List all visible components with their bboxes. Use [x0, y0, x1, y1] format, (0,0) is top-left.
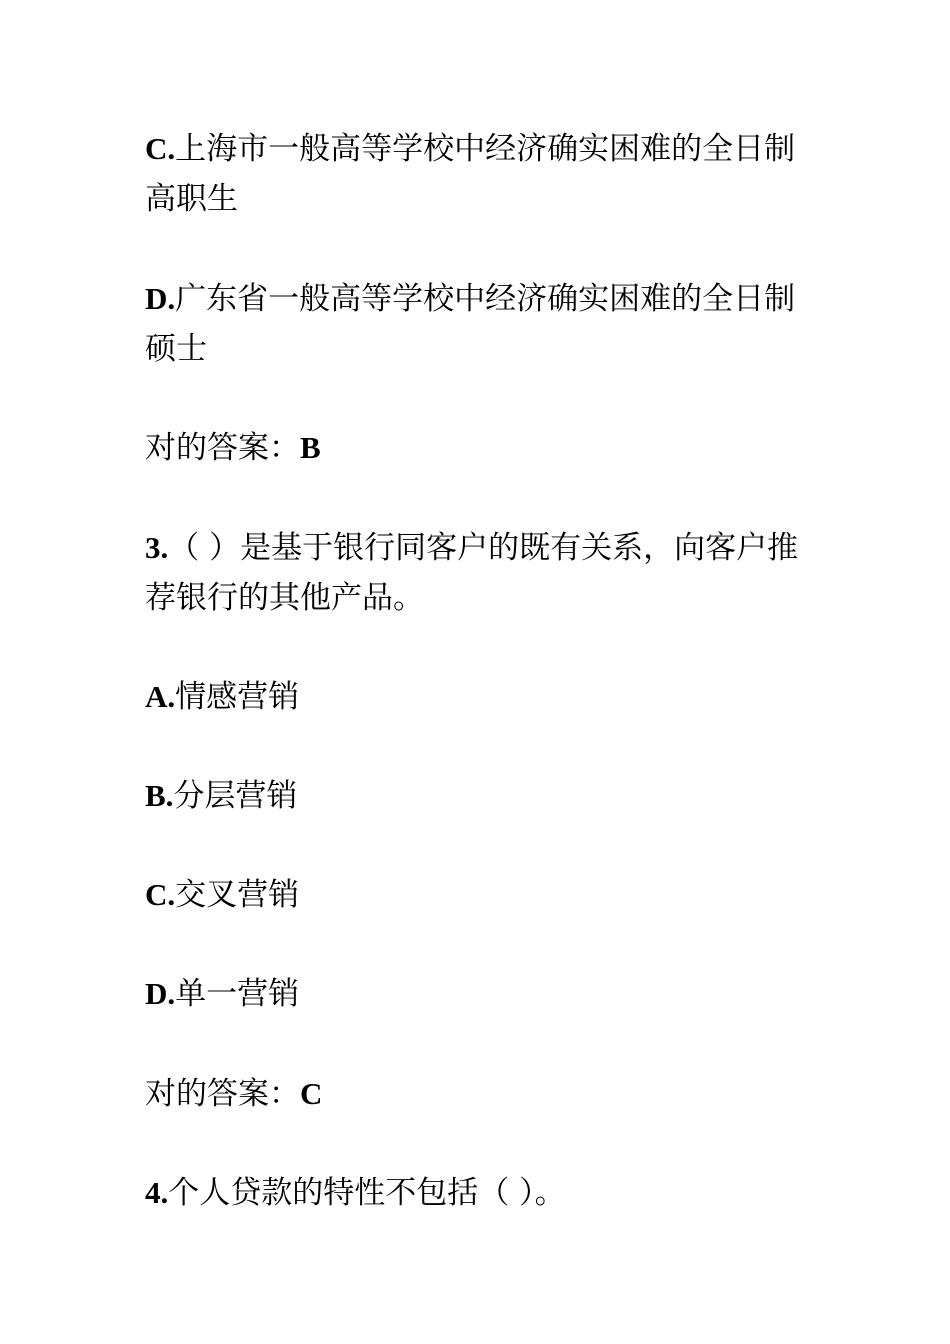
option-text: 情感营销 — [175, 679, 300, 715]
option-text: 单一营销 — [175, 976, 300, 1012]
option-d-q3 — [145, 969, 825, 1019]
question-number: 3. — [145, 530, 169, 565]
option-d-q2 — [145, 274, 825, 374]
answer-q2 — [145, 423, 825, 473]
option-text: 上海市一般高等学校中经济确实困难的全日制高职生 — [145, 131, 796, 217]
answer-value: B — [300, 430, 321, 465]
option-letter: B. — [145, 778, 174, 813]
option-b-q3 — [145, 771, 825, 821]
option-text: 广东省一般高等学校中经济确实困难的全日制硕士 — [145, 281, 796, 367]
option-letter: C. — [145, 131, 176, 166]
option-text: 分层营销 — [173, 778, 298, 814]
option-text: 交叉营销 — [175, 877, 300, 913]
option-letter: A. — [145, 679, 176, 714]
question-4 — [145, 1168, 825, 1218]
question-3 — [145, 523, 825, 623]
question-number: 4. — [145, 1175, 169, 1210]
question-text: （ ）是基于银行同客户的既有关系，向客户推荐银行的其他产品。 — [145, 530, 799, 616]
answer-label: 对的答案： — [145, 1076, 300, 1112]
answer-label: 对的答案： — [145, 430, 300, 466]
option-c-q3 — [145, 870, 825, 920]
option-c-q2 — [145, 124, 825, 224]
option-a-q3 — [145, 672, 825, 722]
option-letter: D. — [145, 281, 176, 316]
answer-value: C — [300, 1076, 323, 1111]
answer-q3 — [145, 1069, 825, 1119]
question-text: 个人贷款的特性不包括（ ）。 — [168, 1175, 566, 1211]
option-letter: D. — [145, 976, 176, 1011]
option-letter: C. — [145, 877, 176, 912]
